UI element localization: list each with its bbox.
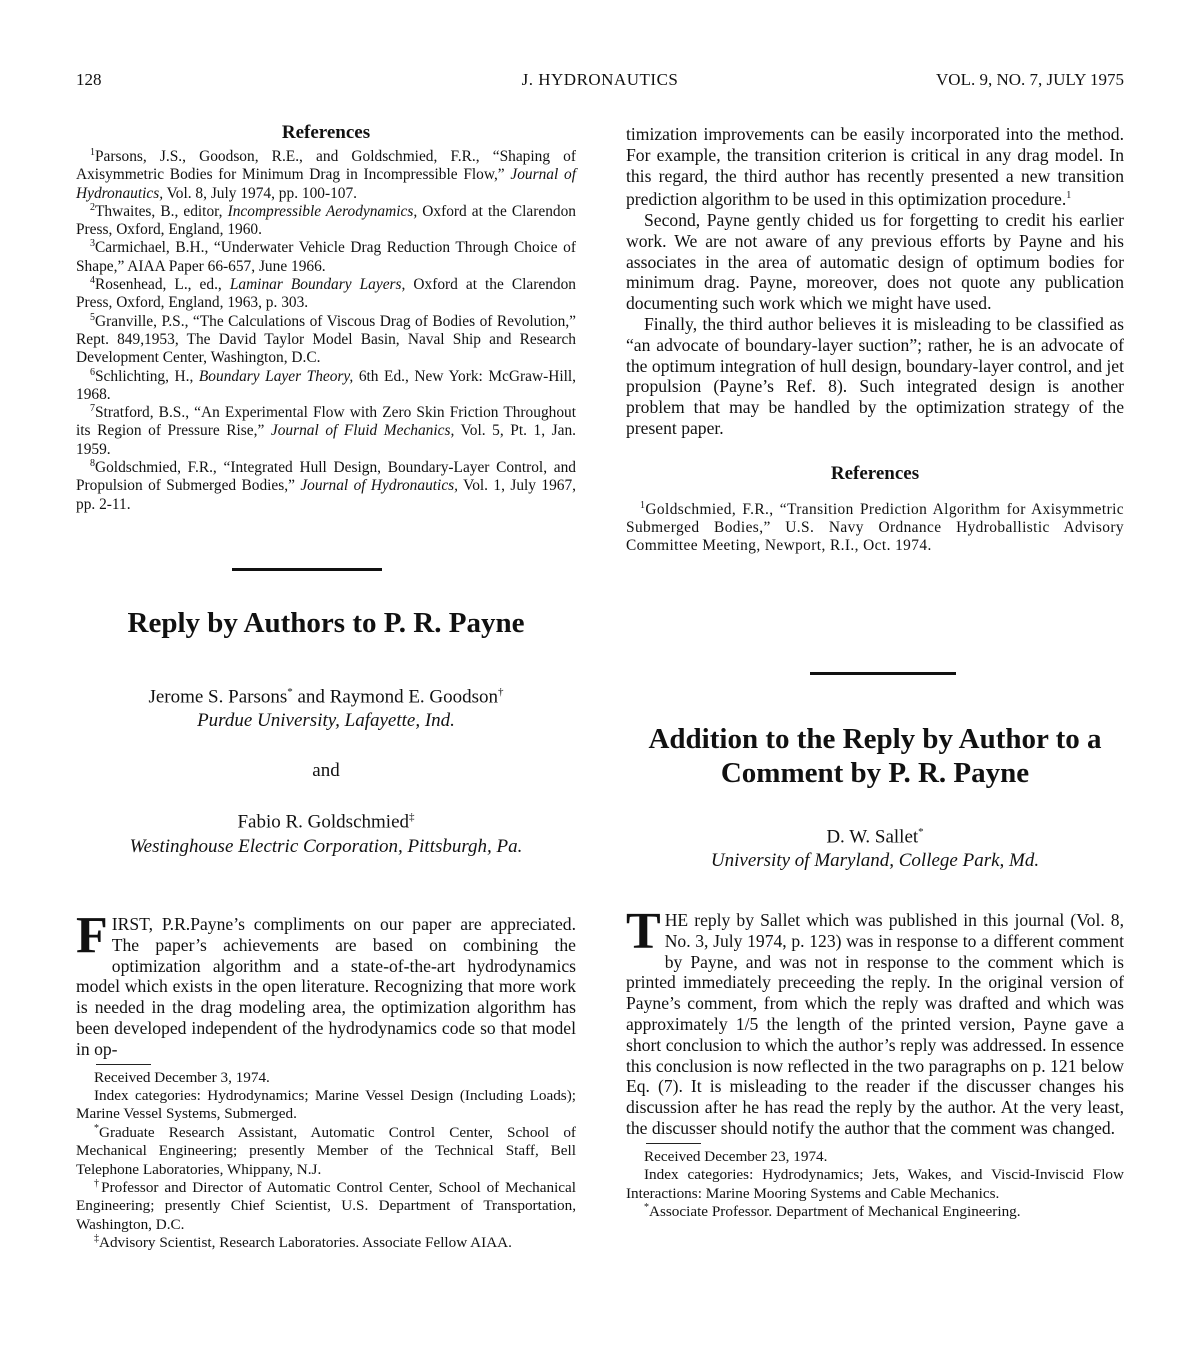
footnote-text: Associate Professor. Department of Mechanical Engineering. [649, 1202, 1021, 1220]
continuation-paragraph-1 [626, 124, 1124, 210]
reference-source: Journal of Fluid Mechanics, [270, 422, 455, 440]
journal-name: J. HYDRONAUTICS [521, 70, 679, 89]
reference-item [76, 203, 576, 240]
paragraph-text: timization improvements can be easily incorporated into the method. For example, the transition criterion is critical in any drag model. In this regard, the third author has recently presented a new transition prediction algorithm to be used in this optimization procedure. [626, 124, 1124, 210]
article2-header [626, 722, 1124, 790]
running-header [76, 70, 1124, 94]
author-mark: † [498, 686, 504, 698]
author-parsons: Jerome S. Parsons [148, 686, 288, 708]
article1-body [76, 907, 576, 1253]
right-reference-1 [626, 501, 1124, 556]
reference-text: Stratford, B.S., “An Experimental Flow with Zero Skin Friction Throughout its Region of Pressure Rise,” [76, 404, 576, 440]
article1-byline [76, 680, 576, 859]
drop-cap: F [76, 907, 108, 964]
reference-details: Vol. 5, Pt. 1, Jan. 1959. [76, 422, 577, 458]
reference-number: 2 [90, 201, 95, 213]
reference-mark: 1 [1066, 190, 1072, 202]
reference-details: 6th Ed., New York: McGraw-Hill, 1968. [76, 367, 577, 403]
author-goodson: Raymond E. Goodson [329, 686, 499, 708]
reference-item [76, 404, 576, 459]
and-separator: and [312, 760, 340, 782]
reference-source: Boundary Layer Theory, [198, 367, 354, 385]
article2-title: Addition to the Reply by Author to a Comment by P. R. Payne [648, 723, 1102, 789]
affiliation-maryland: University of Maryland, College Park, Md. [710, 850, 1040, 872]
right-continuation [626, 124, 1124, 556]
reference-item [76, 368, 576, 405]
footnote-mark: * [644, 1201, 649, 1213]
author-goldschmied: Fabio R. Goldschmied [237, 811, 410, 833]
left-references [76, 122, 576, 514]
reference-text: Carmichael, B.H., “Underwater Vehicle Drag Reduction Through Choice of Shape,” AIAA Paper 66-657, June 1966. [76, 239, 576, 275]
reference-item [76, 239, 576, 276]
reference-item [76, 313, 576, 368]
reference-details: Vol. 1, July 1967, pp. 2-11. [76, 477, 577, 513]
reference-number: 5 [90, 311, 95, 323]
authors-line [76, 680, 576, 709]
reference-item [76, 459, 576, 514]
reference-number: 6 [90, 366, 95, 378]
index-categories: Index categories: Hydrodynamics; Jets, Wakes, and Viscid-Inviscid Flow Interactions: Marine Mooring Systems and Cable Mechanics. [626, 1166, 1124, 1202]
received-date: Received December 23, 1974. [644, 1147, 828, 1165]
affiliation-westinghouse: Westinghouse Electric Corporation, Pittsburgh, Pa. [129, 835, 523, 857]
article2-body [626, 903, 1124, 1221]
reference-item [76, 148, 576, 203]
author-mark: ‡ [409, 811, 415, 824]
and-inline: and [292, 686, 330, 708]
reference-source: Laminar Boundary Layers, [229, 276, 406, 294]
article2-body-text: HE reply by Sallet which was published in this journal (Vol. 8, No. 3, July 1974, p. 123) was in response to a different comment by Payne, and was not in response to the comment which is printed immediately preceeding the reply. In the original version of Payne’s comment, from which the reply was drafted and which was approximately 1/5 the length of the printed version, Payne gave a short conclusion to which the author’s reply was addressed. In essence this conclusion is now reflected in the two paragraphs on p. 121 below Eq. (7). It is misleading to the reader if the discusser changes his discussion after he has read the reply by the author. At the very least, the discusser should notify the author that the comment was changed. [626, 910, 1124, 1138]
reference-number: 3 [90, 238, 95, 250]
footnote-2 [76, 1179, 576, 1234]
received-date: Received December 3, 1974. [94, 1068, 270, 1086]
footnote-3 [76, 1234, 576, 1252]
reference-number: 4 [90, 274, 95, 286]
volume-info: VOL. 9, NO. 7, JULY 1975 [936, 70, 1124, 89]
reference-details: Vol. 8, July 1974, pp. 100-107. [163, 184, 358, 202]
affiliation-purdue: Purdue University, Lafayette, Ind. [197, 710, 455, 732]
references-heading: References [281, 122, 371, 143]
footnote-mark: † [94, 1177, 102, 1189]
index-categories: Index categories: Hydrodynamics; Marine Vessel Design (Including Loads); Marine Vessel Systems, Submerged. [76, 1086, 576, 1123]
section-divider [810, 672, 956, 675]
footnote-1 [626, 1203, 1124, 1221]
reference-number: 8 [90, 457, 95, 469]
author-sallet-line [626, 820, 1124, 849]
article1-header [76, 606, 576, 640]
footnote-rule [646, 1143, 701, 1144]
footnote-rule [96, 1064, 151, 1065]
footnote-text: Graduate Research Assistant, Automatic Control Center, School of Mechanical Engineering; presently Member of the Technical Staff, Bell Telephone Laboratories, Whippany, N.J. [76, 1123, 576, 1178]
footnote-mark: * [94, 1122, 99, 1134]
reference-source: Incompressible Aerodynamics, [227, 202, 418, 220]
reference-details: Oxford at the Clarendon Press, Oxford, England, 1963, p. 303. [76, 276, 576, 312]
reference-text: Goldschmied, F.R., “Integrated Hull Design, Boundary-Layer Control, and Propulsion of Submerged Bodies,” [76, 459, 576, 495]
continuation-paragraph-2: Second, Payne gently chided us for forgetting to credit his earlier work. We are not aware of any previous efforts by Payne and his associates in the area of automatic design of optimum bodies for minimum drag. Payne, moreover, does not quote any publication documenting such work which we might have used. [626, 210, 1124, 314]
author-mark: * [918, 826, 924, 838]
section-divider [232, 568, 382, 571]
reference-number: 1 [640, 499, 646, 511]
reference-text: Thwaites, B., editor, [95, 202, 228, 220]
footnote-text: Advisory Scientist, Research Laboratories. Associate Fellow AIAA. [99, 1234, 512, 1252]
reference-details: Oxford at the Clarendon Press, Oxford, England, 1960. [76, 202, 576, 239]
reference-text: Granville, P.S., “The Calculations of Viscous Drag of Bodies of Revolution,” Rept. 849,1953, The David Taylor Model Basin, Naval Ship and Research Development Center, Washington, D.C. [76, 312, 576, 367]
references-heading-right: References [830, 462, 920, 484]
article2-byline [626, 820, 1124, 873]
drop-cap: T [626, 903, 661, 960]
page-number: 128 [76, 70, 102, 89]
footnote-mark: ‡ [94, 1233, 99, 1245]
author-mark: * [287, 686, 293, 698]
article1-title: Reply by Authors to P. R. Payne [127, 607, 525, 639]
reference-text: Goldschmied, F.R., “Transition Prediction Algorithm for Axisymmetric Submerged Bodies,” U.S. Navy Ordnance Hydroballistic Advisory Committee Meeting, Newport, R.I., Oct. 1974. [626, 500, 1124, 555]
reference-number: 7 [90, 403, 95, 415]
article1-paragraph [76, 907, 576, 1060]
article1-body-text: IRST, P.R.Payne’s compliments on our paper are appreciated. The paper’s achievements are based on combining the optimization algorithm and a state-of-the-art hydrodynamics model which exists in the open literature. Recognizing that more work is needed in the drag modeling area, the optimization algorithm has been developed independent of the hydrodynamics code so that model in op- [76, 914, 576, 1059]
footnote-1 [76, 1124, 576, 1179]
article2-paragraph [626, 903, 1124, 1139]
reference-list [76, 148, 576, 514]
footnote-text: Professor and Director of Automatic Control Center, School of Mechanical Engineering; presently Chief Scientist, U.S. Department of Transportation, Washington, D.C. [76, 1179, 576, 1233]
reference-source: Journal of Hydronautics, [300, 477, 458, 495]
author-goldschmied-line [76, 805, 576, 834]
reference-text: Parsons, J.S., Goodson, R.E., and Goldschmied, F.R., “Shaping of Axisymmetric Bodies for Minimum Drag in Incompressible Flow,” [76, 148, 576, 184]
continuation-paragraph-3: Finally, the third author believes it is misleading to be classified as “an advocate of boundary-layer suction”; rather, he is an advocate of the optimum integration of hull design, boundary-layer control, and jet propulsion (Payne’s Ref. 8). Such integrated design is another problem that may be handled by the optimization strategy of the present paper. [626, 314, 1124, 439]
reference-text: Schlichting, H., [95, 367, 199, 385]
reference-number: 1 [90, 146, 95, 158]
reference-text: Rosenhead, L., ed., [95, 276, 230, 294]
author-sallet: D. W. Sallet [826, 826, 919, 848]
reference-item [76, 276, 576, 313]
reference-source: Journal of Hydronautics, [76, 166, 576, 202]
